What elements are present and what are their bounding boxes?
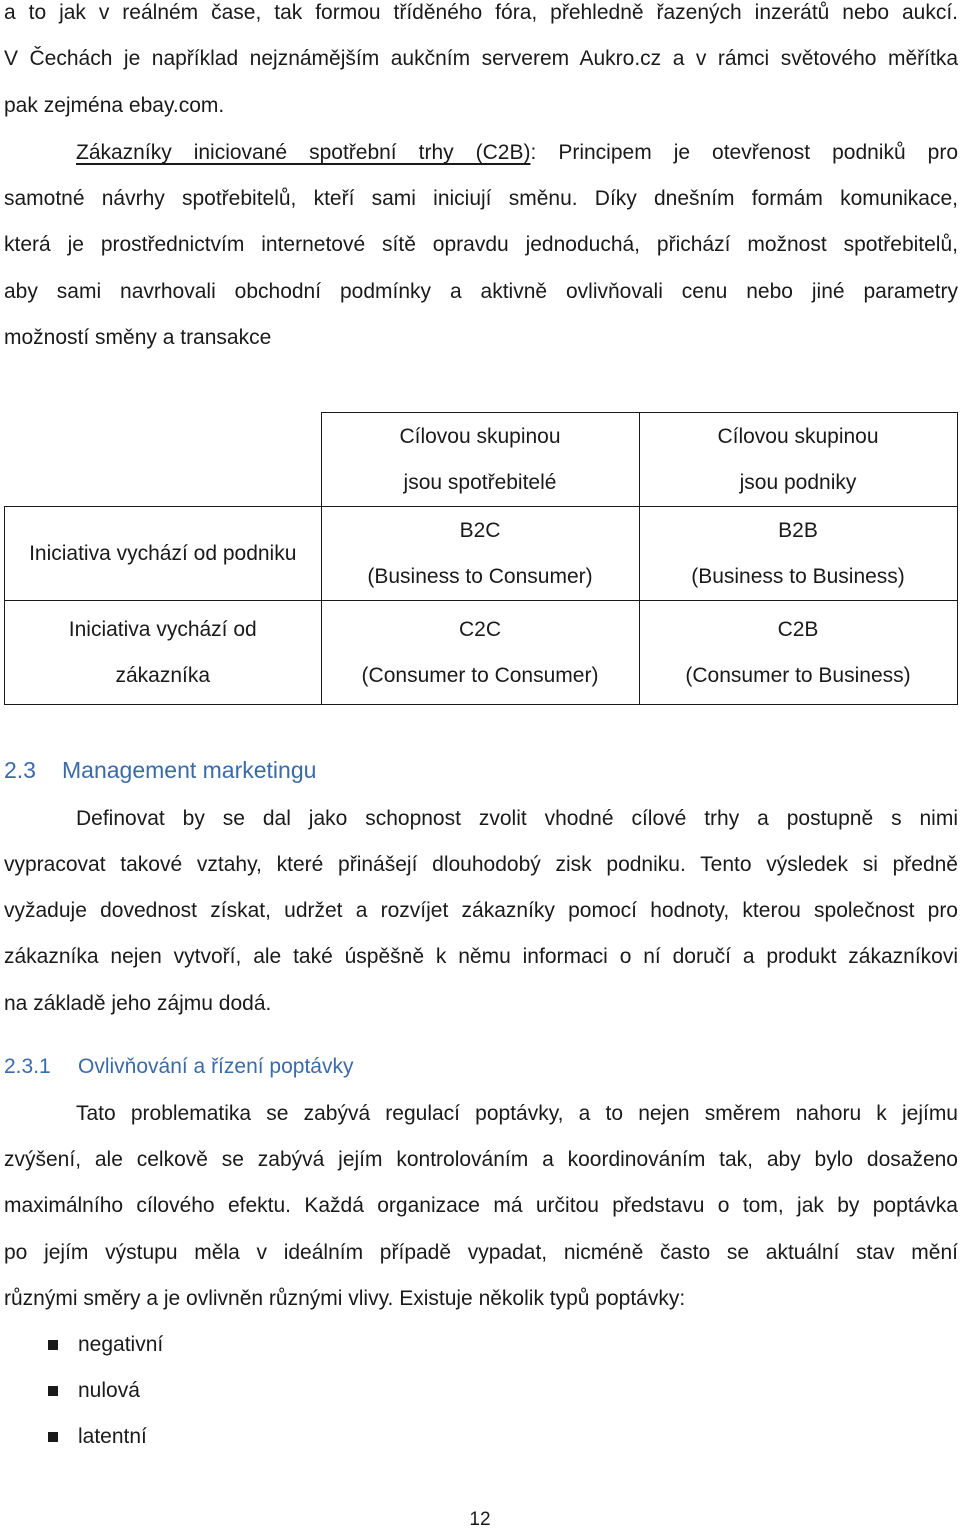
section-2-3-line-2: vypracovat takové vztahy, které přinášejí dlouhodobý zisk podniku. Tento výsledek si předně xyxy=(4,853,958,876)
section-2-3-1-line-1: Tato problematika se zabývá regulací poptávky, a to nejen směrem nahoru k jejímu xyxy=(76,1102,958,1125)
paragraph1-line-3: pak zejména ebay.com. xyxy=(4,94,225,117)
term-c2b: Zákazníky iniciované spotřební trhy (C2B) xyxy=(76,141,531,164)
bullet-square-icon xyxy=(48,1386,58,1396)
section-2-3-line-4: zákazníka nejen vytvoří, ale také úspěšně k němu informaci o ní doručí a produkt zákazníkovi xyxy=(4,945,958,968)
table-cell-c2c: C2C (Consumer to Consumer) xyxy=(321,601,639,705)
list-item: nulová xyxy=(78,1379,140,1402)
bullet-square-icon xyxy=(48,1432,58,1442)
table-row xyxy=(5,601,958,705)
list-item: negativní xyxy=(78,1333,164,1356)
section-title: Management marketingu xyxy=(62,757,317,783)
paragraph2-line-4: aby sami navrhovali obchodní podmínky a aktivně ovlivňovali cenu nebo jiné parametry xyxy=(4,280,958,303)
table-row xyxy=(5,507,958,601)
section-2-3-1-line-2: zvýšení, ale celkově se zabývá jejím kontrolováním a koordinováním tak, aby bylo dosaženo xyxy=(4,1148,958,1171)
table-cell-b2c: B2C (Business to Consumer) xyxy=(321,507,639,601)
section-number: 2.3 xyxy=(4,757,36,783)
section-2-3-1-heading xyxy=(4,1052,353,1082)
list-item: latentní xyxy=(78,1425,147,1448)
section-2-3-1-line-3: maximálního cílového efektu. Každá organizace má určitou představu o tom, jak by poptávka xyxy=(4,1194,958,1217)
paragraph2-line-3: která je prostřednictvím internetové sítě opravdu jednoduchá, přichází možnost spotřebitelů, xyxy=(4,233,958,256)
paragraph2-line-1-rest: : Principem je otevřenost podniků pro xyxy=(530,141,959,164)
table-header-businesses: Cílovou skupinou jsou podniky xyxy=(639,413,957,507)
table-cell-c2b: C2B (Consumer to Business) xyxy=(639,601,957,705)
page-number: 12 xyxy=(469,1509,491,1530)
subsection-title: Ovlivňování a řízení poptávky xyxy=(78,1055,354,1078)
section-2-3-line-3: vyžaduje dovednost získat, udržet a rozvíjet zákazníky pomocí hodnoty, kterou společnost pro xyxy=(4,899,958,922)
section-2-3-1-line-5: různými směry a je ovlivněn různými vlivy. Existuje několik typů poptávky: xyxy=(4,1287,686,1310)
market-types-table xyxy=(4,412,958,705)
table-header-row xyxy=(5,413,958,507)
bullet-square-icon xyxy=(48,1340,58,1350)
section-2-3-line-5: na základě jeho zájmu dodá. xyxy=(4,992,272,1015)
table-cell-b2b: B2B (Business to Business) xyxy=(639,507,957,601)
paragraph2-line-2: samotné návrhy spotřebitelů, kteří sami iniciují směnu. Díky dnešním formám komunikace, xyxy=(4,187,958,210)
paragraph1-line-1: a to jak v reálném čase, tak formou tříděného fóra, přehledně řazených inzerátů nebo aukcí. xyxy=(4,1,958,24)
table-row-label-customer: Iniciativa vychází od zákazníka xyxy=(5,601,322,705)
section-2-3-line-1: Definovat by se dal jako schopnost zvolit vhodné cílové trhy a postupně s nimi xyxy=(76,807,958,830)
table-header-consumers: Cílovou skupinou jsou spotřebitelé xyxy=(321,413,639,507)
subsection-number: 2.3.1 xyxy=(4,1055,51,1078)
section-2-3-heading xyxy=(4,755,316,785)
section-2-3-1-line-4: po jejím výstupu měla v ideálním případě vypadat, nicméně často se aktuální stav mění xyxy=(4,1241,958,1264)
table-row-label-business: Iniciativa vychází od podniku xyxy=(5,507,322,601)
table-corner-cell xyxy=(5,413,322,507)
paragraph2-line-5: možností směny a transakce xyxy=(4,326,272,349)
paragraph1-line-2: V Čechách je například nejznámějším aukčním serverem Aukro.cz a v rámci světového měřítka xyxy=(4,47,958,70)
paragraph2-line-1 xyxy=(76,138,958,168)
